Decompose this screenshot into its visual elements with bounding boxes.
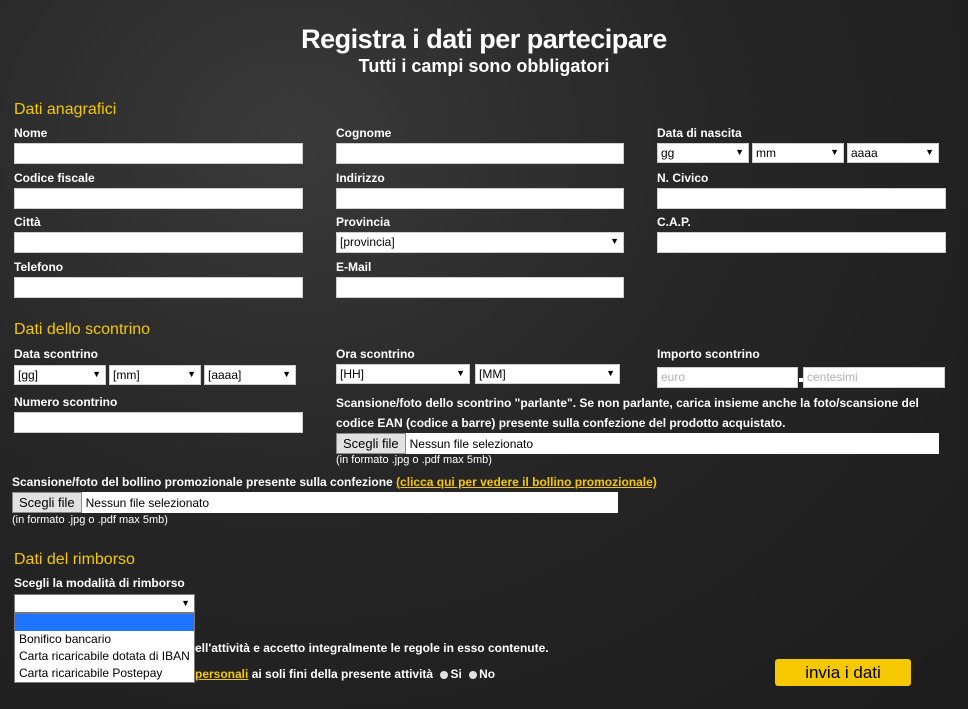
numero-scontrino-input[interactable] <box>14 412 303 433</box>
telefono-input[interactable] <box>14 277 303 298</box>
rimborso-option-postepay[interactable]: Carta ricaricabile Postepay <box>19 666 163 680</box>
scontrino-mese-select[interactable]: [mm] ▼ <box>109 365 201 385</box>
bollino-file-button[interactable]: Scegli file <box>12 492 82 513</box>
scansione-scontrino-text: Scansione/foto dello scontrino "parlante". Se non parlante, carica insieme anche la foto/scansione del codice EAN (codice a barre) presente sulla confezione del prodotto acquistato. <box>336 396 919 430</box>
ora-scontrino-label: Ora scontrino <box>336 347 415 361</box>
cap-label: C.A.P. <box>657 215 691 229</box>
nome-label: Nome <box>14 126 48 140</box>
rimborso-select[interactable] <box>14 594 195 613</box>
scontrino-minuti-select[interactable]: [MM] ▼ <box>475 364 620 384</box>
scontrino-ora-select[interactable]: [HH] ▼ <box>336 364 470 384</box>
privacy-text: ai soli fini della presente attività <box>251 667 434 681</box>
telefono-label: Telefono <box>14 260 64 274</box>
indirizzo-label: Indirizzo <box>336 171 385 185</box>
privacy-si-radio[interactable] <box>440 671 448 679</box>
nascita-mese-select[interactable]: mm ▼ <box>752 143 844 163</box>
citta-input[interactable] <box>14 232 303 253</box>
rimborso-dropdown-list <box>14 613 195 683</box>
provincia-select[interactable]: [provincia] ▼ <box>336 232 624 253</box>
privacy-si-label: Si <box>450 667 462 681</box>
privacy-row <box>195 667 495 681</box>
data-scontrino-label: Data scontrino <box>14 347 99 361</box>
section-rimborso: Dati del rimborso <box>14 551 135 568</box>
email-input[interactable] <box>336 277 624 298</box>
importo-centesimi-input[interactable]: centesimi <box>803 367 945 388</box>
nascita-anno-select[interactable]: aaaa ▼ <box>847 143 939 163</box>
submit-button[interactable]: invia i dati <box>775 659 911 686</box>
privacy-no-radio[interactable] <box>469 671 477 679</box>
page-title: Registra i dati per partecipare <box>301 24 667 54</box>
privacy-no-label: No <box>479 667 496 681</box>
nascita-giorno-select[interactable]: gg ▼ <box>657 143 749 163</box>
regolamento-text: ell'attività e accetto integralmente le regole in esso contenute. <box>195 641 549 655</box>
bollino-link[interactable]: (clicca qui per vedere il bollino promozionale) <box>396 475 657 489</box>
codice-fiscale-label: Codice fiscale <box>14 171 95 185</box>
bollino-file-status: Nessun file selezionato <box>85 496 210 510</box>
section-scontrino: Dati dello scontrino <box>14 321 151 338</box>
bollino-format-note: (in formato .jpg o .pdf max 5mb) <box>12 514 168 526</box>
privacy-link[interactable]: personali <box>195 667 249 681</box>
cognome-label: Cognome <box>336 126 392 140</box>
email-label: E-Mail <box>336 260 372 274</box>
scontrino-anno-select[interactable]: [aaaa] ▼ <box>204 365 296 385</box>
civico-input[interactable] <box>657 188 946 209</box>
page-subtitle: Tutti i campi sono obbligatori <box>358 56 610 76</box>
nome-input[interactable] <box>14 143 303 164</box>
indirizzo-input[interactable] <box>336 188 624 209</box>
citta-label: Città <box>14 215 41 229</box>
bollino-row <box>12 475 657 489</box>
cap-input[interactable] <box>657 232 946 253</box>
scontrino-file-input[interactable] <box>336 433 939 454</box>
codice-fiscale-input[interactable] <box>14 188 303 209</box>
scontrino-format-note: (in formato .jpg o .pdf max 5mb) <box>336 454 492 466</box>
data-nascita-label: Data di nascita <box>657 126 742 140</box>
provincia-label: Provincia <box>336 215 391 229</box>
importo-euro-input[interactable]: euro <box>657 367 798 388</box>
rimborso-option-bonifico[interactable]: Bonifico bancario <box>19 632 112 646</box>
civico-label: N. Civico <box>657 171 709 185</box>
rimborso-option-iban[interactable]: Carta ricaricabile dotata di IBAN <box>19 649 190 663</box>
scontrino-file-button[interactable]: Scegli file <box>336 433 406 454</box>
section-anagrafici: Dati anagrafici <box>14 101 117 118</box>
scontrino-giorno-select[interactable]: [gg] ▼ <box>14 365 106 385</box>
importo-label: Importo scontrino <box>657 347 760 361</box>
bollino-file-input[interactable] <box>12 492 618 513</box>
scontrino-file-status: Nessun file selezionato <box>409 437 534 451</box>
numero-scontrino-label: Numero scontrino <box>14 395 118 409</box>
bollino-text: Scansione/foto del bollino promozionale presente sulla confezione <box>12 475 393 489</box>
rimborso-option-empty[interactable] <box>15 614 194 631</box>
cognome-input[interactable] <box>336 143 624 164</box>
rimborso-label: Scegli la modalità di rimborso <box>14 576 185 590</box>
